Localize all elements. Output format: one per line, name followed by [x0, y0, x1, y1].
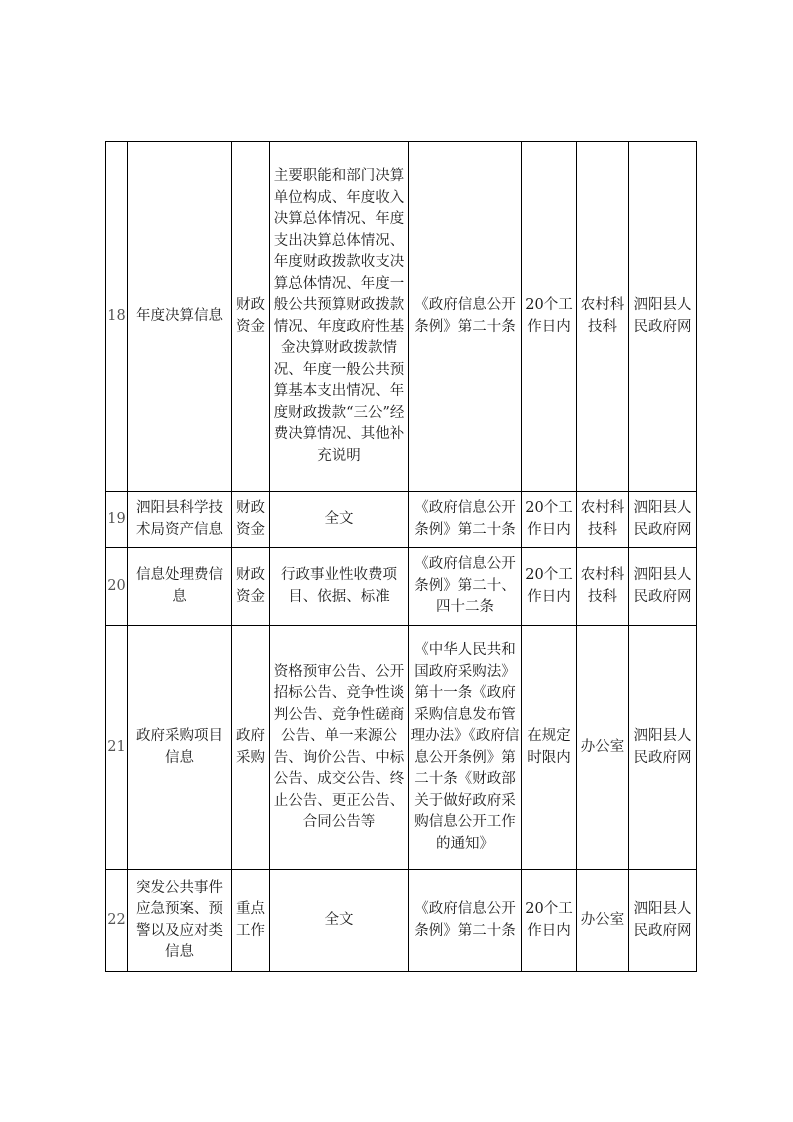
item-department: 农村科技科 — [577, 142, 629, 492]
table-row — [106, 548, 697, 626]
item-name: 信息处理费信息 — [128, 548, 232, 626]
item-department: 农村科技科 — [577, 492, 629, 548]
row-number: 18 — [106, 142, 128, 492]
row-number: 19 — [106, 492, 128, 548]
table-row — [106, 492, 697, 548]
item-basis: 《政府信息公开条例》第二十条 — [409, 870, 522, 972]
item-time-limit: 20个工作日内 — [522, 492, 577, 548]
item-time-limit: 在规定时限内 — [522, 626, 577, 870]
item-channel: 泗阳县人民政府网 — [629, 626, 697, 870]
item-name: 突发公共事件应急预案、预警以及应对类信息 — [128, 870, 232, 972]
item-name: 年度决算信息 — [128, 142, 232, 492]
item-channel: 泗阳县人民政府网 — [629, 548, 697, 626]
row-number: 22 — [106, 870, 128, 972]
item-department: 农村科技科 — [577, 548, 629, 626]
item-category: 重点工作 — [232, 870, 270, 972]
item-department: 办公室 — [577, 870, 629, 972]
item-content: 行政事业性收费项目、依据、标准 — [270, 548, 409, 626]
table-row — [106, 626, 697, 870]
item-time-limit: 20个工作日内 — [522, 142, 577, 492]
item-name: 政府采购项目信息 — [128, 626, 232, 870]
item-time-limit: 20个工作日内 — [522, 548, 577, 626]
item-channel: 泗阳县人民政府网 — [629, 142, 697, 492]
item-category: 政府采购 — [232, 626, 270, 870]
item-content: 资格预审公告、公开招标公告、竞争性谈判公告、竞争性磋商公告、单一来源公告、询价公告、中标公告、成交公告、终止公告、更正公告、合同公告等 — [270, 626, 409, 870]
item-basis: 《政府信息公开条例》第二十条 — [409, 142, 522, 492]
item-time-limit: 20个工作日内 — [522, 870, 577, 972]
item-category: 财政资金 — [232, 492, 270, 548]
item-basis: 《中华人民共和国政府采购法》第十一条《政府采购信息发布管理办法》《政府信息公开条例》第二十条《财政部关于做好政府采购信息公开工作的通知》 — [409, 626, 522, 870]
disclosure-table — [105, 141, 697, 972]
item-name: 泗阳县科学技术局资产信息 — [128, 492, 232, 548]
table-row — [106, 870, 697, 972]
item-content: 主要职能和部门决算单位构成、年度收入决算总体情况、年度支出决算总体情况、年度财政拨款收支决算总体情况、年度一般公共预算财政拨款情况、年度政府性基金决算财政拨款情况、年度一般公共预算基本支出情况、年度财政拨款“三公”经费决算情况、其他补充说明 — [270, 142, 409, 492]
item-department: 办公室 — [577, 626, 629, 870]
item-basis: 《政府信息公开条例》第二十、四十二条 — [409, 548, 522, 626]
item-basis: 《政府信息公开条例》第二十条 — [409, 492, 522, 548]
row-number: 20 — [106, 548, 128, 626]
item-channel: 泗阳县人民政府网 — [629, 870, 697, 972]
table-row — [106, 142, 697, 492]
item-category: 财政资金 — [232, 142, 270, 492]
item-content: 全文 — [270, 492, 409, 548]
item-content: 全文 — [270, 870, 409, 972]
item-category: 财政资金 — [232, 548, 270, 626]
row-number: 21 — [106, 626, 128, 870]
item-channel: 泗阳县人民政府网 — [629, 492, 697, 548]
